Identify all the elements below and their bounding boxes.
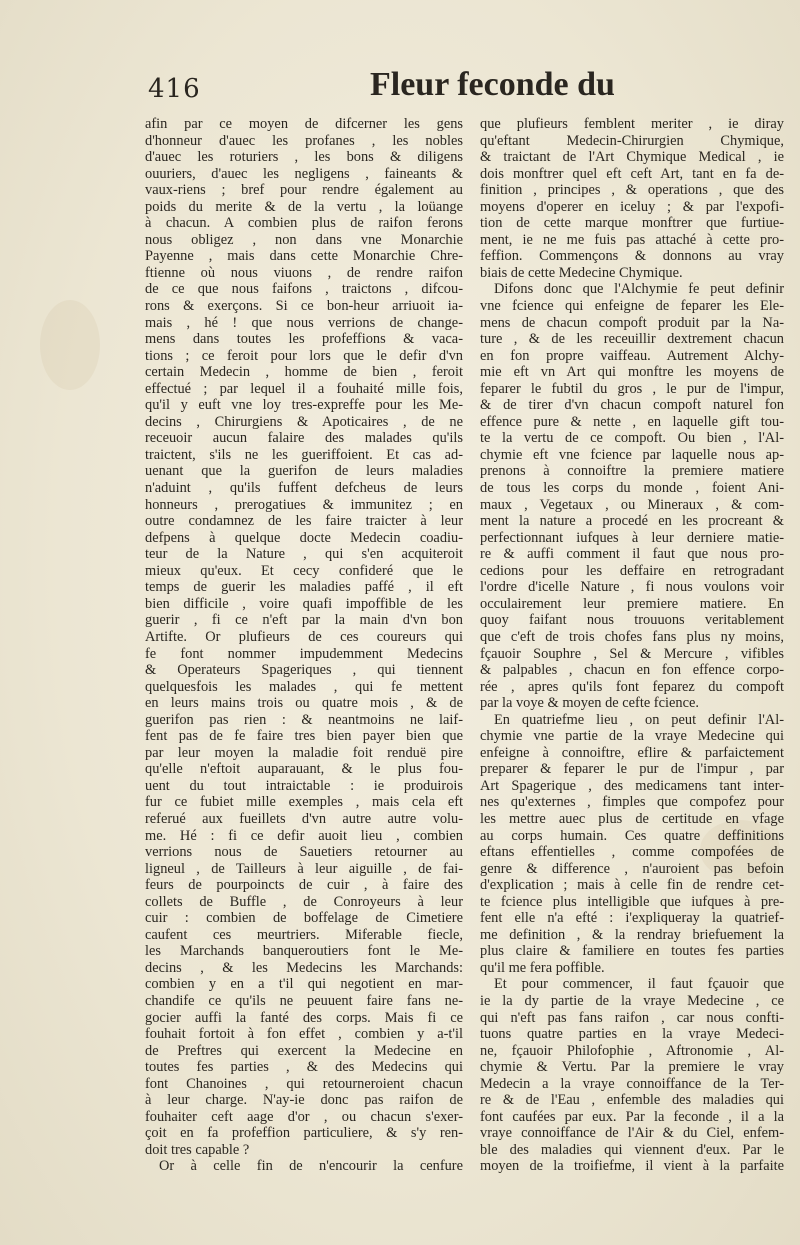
text-line: ligneul , de Tailleurs à leur aiguille , de fai- <box>145 860 463 877</box>
text-line: preparer & feparer le pur de l'impur , par <box>480 761 784 778</box>
text-line: nous obligez , non dans vne Monarchie <box>145 231 463 248</box>
text-line: te fcience plus intelligible que iufques à pre- <box>480 893 784 910</box>
text-line: Or à celle fin de n'encourir la cenfure <box>159 1158 463 1175</box>
text-line: Et pour commencer, il faut fçauoir que <box>494 976 784 993</box>
text-line: ment la nature a procedé en les procreant & <box>480 513 784 530</box>
text-line: & Operateurs Spageriques , qui tiennent <box>145 662 463 679</box>
text-line: que plufieurs femblent meriter , ie diray <box>480 116 784 132</box>
text-line: moyens d'operer en iceluy ; & par l'expofi- <box>480 198 784 215</box>
text-line: quelquesfois les malades , qui fe mettent <box>145 678 463 695</box>
text-line: & palpables , chacun en fon effence corpo- <box>480 662 784 679</box>
text-line: les mettre auec plus de certitude en vfage <box>480 810 784 827</box>
text-line: En quatriefme lieu , on peut definir l'Al- <box>494 711 784 728</box>
text-line: combien y en a t'il qui negotient en mar- <box>145 976 463 993</box>
text-line: decins , Chirurgiens & Apoticaires , de ne <box>145 413 463 430</box>
text-line: & traictant de l'Art Chymique Medical , ie <box>480 149 784 166</box>
text-line: feffion. Commençons & donnons au vray <box>480 248 784 265</box>
text-line: me definition , & la rendray briefuement la <box>480 926 784 943</box>
running-title: Fleur feconde du <box>370 66 615 103</box>
text-line: fent elle n'a efté : i'expliqueray la quatrief- <box>480 910 784 927</box>
text-line: quoy faifant nous trouuons veritablement <box>480 612 784 629</box>
text-line: qu'il me fera poffible. <box>480 959 605 976</box>
text-line: toutes fes parties , & des Medecins qui <box>145 1059 463 1076</box>
text-line: guerir , fi ce n'eft par la main d'vn bon <box>145 612 463 629</box>
text-line: d'honneur d'auec les profanes , les nobles <box>145 132 463 149</box>
text-line: font Chanoines , qui retourneroient chacun <box>145 1075 463 1092</box>
text-line: mie eft vn Art qui monftre les moyens de <box>480 364 784 381</box>
text-line: chymie vne partie de la vraye Medecine qui <box>480 728 784 745</box>
text-line: tions ; ce feroit pour lors que le defir d'vn <box>145 347 463 364</box>
text-line: d'auec les roturiers , les bons & diligens <box>145 149 463 166</box>
text-line: fent pas de fe faire tres bien payer bien que <box>145 728 463 745</box>
text-line: qu'il y euft vne loy tres-expreffe pour les Me- <box>145 397 463 414</box>
text-line: de ce que nous faifons , traictons , difcou- <box>145 281 463 298</box>
text-line: Art Spagerique , des medicamens tant inter- <box>480 777 784 794</box>
text-line: de tous les corps du monde , foient Ani- <box>480 480 784 497</box>
text-line: decins , & les Medecins les Marchands: <box>145 959 463 976</box>
text-line: certain Medecin , homme de bien , feroit <box>145 364 463 381</box>
text-line: perfectionnant iufques à leur derniere matie- <box>480 529 784 546</box>
text-line: doit tres capable ? <box>145 1141 250 1158</box>
text-line: ftienne où nous viuons , de rendre raifon <box>145 264 463 281</box>
text-line: caufent ces meurtriers. Miferable fiecle, <box>145 926 463 943</box>
text-line: chandife ce qu'ils ne peuuent faire fans ne- <box>145 992 463 1009</box>
text-line: cedions pour les deffaire en retrogradant <box>480 562 784 579</box>
text-line: guerifon pas rien : & neantmoins ne laif- <box>145 711 463 728</box>
text-line: font caufées par eux. Par la feconde , il a la <box>480 1108 784 1125</box>
page-number: 416 <box>148 74 201 104</box>
text-line: mais , hé ! que nous verrions de change- <box>145 314 463 331</box>
text-line: fouhait fortoit à fon effet , combien y a-t'il <box>145 1026 463 1043</box>
text-line: qu'eftant Medecin-Chirurgien Chymique, <box>480 132 784 149</box>
text-line: occulairement leur premiere matiere. En <box>480 595 784 612</box>
text-line: par la voye & moyen de cefte fcience. <box>480 695 699 712</box>
text-line: teur de la Nature , qui s'en acquiteroit <box>145 546 463 563</box>
text-line: en fon propre vaiffeau. Autrement Alchy- <box>480 347 784 364</box>
text-line: rons & exerçons. Si ce bon-heur arriuoit ia- <box>145 298 463 315</box>
text-line: & de tirer d'vn chacun compoft naturel fon <box>480 397 784 414</box>
text-line: afin par ce moyen de difcerner les gens <box>145 116 463 132</box>
text-line: mieux qu'eux. Et cecy confideré que le <box>145 562 463 579</box>
text-line: ment, ie ne me fuis pas attaché à cette pro- <box>480 231 784 248</box>
text-line: qui n'eft pas fans raifon , car nous confti- <box>480 1009 784 1026</box>
text-line: effence pure & nette , en laquelle gift tou- <box>480 413 784 430</box>
text-line: prenons à connoiftre la premiere matiere <box>480 463 784 480</box>
text-line: eftans effentielles , comme compofées de <box>480 844 784 861</box>
text-line: uent du tout intraictable : ie produirois <box>145 777 463 794</box>
text-line: Difons donc que l'Alchymie fe peut definir <box>494 281 784 298</box>
text-line: me. Hé : fi ce defir auoit lieu , combien <box>145 827 463 844</box>
text-line: çoit en fa profeffion particuliere, & s'y ren- <box>145 1125 463 1142</box>
text-line: au corps humain. Ces quatre deffinitions <box>480 827 784 844</box>
text-line: Medecin a la vraye connoiffance de la Ter- <box>480 1075 784 1092</box>
text-line: bien difficile , voire quafi impoffible de les <box>145 595 463 612</box>
text-line: l'ordre d'icelle Nature , fi nous voulons voir <box>480 579 784 596</box>
text-line: re & auffi comment il faut que nous pro- <box>480 546 784 563</box>
text-line: referué aux fueillets d'vn autre autre volu- <box>145 810 463 827</box>
paper-stain <box>40 300 100 390</box>
text-line: fçauoir Souphre , Sel & Mercure , vifibles <box>480 645 784 662</box>
text-line: feurs de pourpoincts de cuir , à faire des <box>145 877 463 894</box>
text-line: vne fcience qui enfeigne de feparer les Ele- <box>480 298 784 315</box>
text-column-left <box>145 116 463 1175</box>
text-line: re & de l'Eau , enfemble des maladies qui <box>480 1092 784 1109</box>
text-line: ne, fçauoir Philofophie , Aftronomie , Al- <box>480 1042 784 1059</box>
text-line: gocier auffi la fanté des corps. Mais fi ce <box>145 1009 463 1026</box>
text-column-right <box>480 116 784 1175</box>
text-line: fouhaiter ceft aage d'or , ou chacun s'exer- <box>145 1108 463 1125</box>
text-line: n'aduint , qu'ils fuffent defcheus de leurs <box>145 480 463 497</box>
text-line: uenant que la guerifon de leurs maladies <box>145 463 463 480</box>
text-line: mens de chacun compoft produit par la Na- <box>480 314 784 331</box>
text-line: fe font nommer impudemment Medecins <box>145 645 463 662</box>
text-line: traictent, s'ils ne les gueriffoient. Et cas ad- <box>145 446 463 463</box>
text-line: effectué ; par lequel il a fouhaité mille fois, <box>145 380 463 397</box>
text-line: honneurs , prerogatiues & immunitez ; en <box>145 496 463 513</box>
text-line: tuons quatre parties en la vraye Medeci- <box>480 1026 784 1043</box>
text-line: defpens à quelque docte Medecin coadiu- <box>145 529 463 546</box>
text-line: qu'elle n'eftoit auparauant, & le plus fou- <box>145 761 463 778</box>
text-line: ouuriers, d'auec les negligens , faineants & <box>145 165 463 182</box>
text-line: à chacun. A combien plus de raifon ferons <box>145 215 463 232</box>
text-line: genre & difference , n'auroient pas befoin <box>480 860 784 877</box>
text-line: poids du merite & de la vertu , la loüange <box>145 198 463 215</box>
text-line: Artifte. Or plufieurs de ces coureurs qui <box>145 628 463 645</box>
text-line: vaux-riens ; bref pour rendre également au <box>145 182 463 199</box>
text-line: verrions nous de Sauetiers retourner au <box>145 844 463 861</box>
text-line: tion de cette marque monftrer que furtiue- <box>480 215 784 232</box>
text-line: chymie eft vne fcience par laquelle nous ap- <box>480 446 784 463</box>
text-line: vraye connoiffance de l'Air & du Ciel, enfem- <box>480 1125 784 1142</box>
text-line: les Marchands banqueroutiers font le Me- <box>145 943 463 960</box>
text-line: te la vertu de ce compoft. Ou bien , l'Al- <box>480 430 784 447</box>
text-line: moyen de la troifiefme, il vient à la parfaite <box>480 1158 784 1175</box>
text-line: d'explication ; mais à celle fin de rendre cet- <box>480 877 784 894</box>
text-line: nes qu'externes , fimples que compofez pour <box>480 794 784 811</box>
text-line: cuir : combien de boffelage de Cimetiere <box>145 910 463 927</box>
text-line: à leur charge. N'ay-ie donc pas raifon de <box>145 1092 463 1109</box>
text-line: feparer le fubtil du gros , le pur de l'impur, <box>480 380 784 397</box>
text-line: mens dans toutes les profeffions & vaca- <box>145 331 463 348</box>
text-line: finition , principes , & operations , que des <box>480 182 784 199</box>
text-line: biais de cette Medecine Chymique. <box>480 264 683 281</box>
text-line: rée , apres qu'ils font feparez du compoft <box>480 678 784 695</box>
text-line: en leurs mains trois ou quatre mois , & de <box>145 695 463 712</box>
text-line: de Preftres qui exercent la Medecine en <box>145 1042 463 1059</box>
text-line: dois monftrer quel eft ceft Art, tant en fa de- <box>480 165 784 182</box>
text-line: Payenne , mais dans cette Monarchie Chre- <box>145 248 463 265</box>
text-line: fur ce fubiet mille exemples , mais cela eft <box>145 794 463 811</box>
text-line: plus claire & familiere en toutes fes parties <box>480 943 784 960</box>
text-line: que c'eft de trois chofes fans plus ny moins, <box>480 628 784 645</box>
text-line: ture , & de les receuillir dextrement chacun <box>480 331 784 348</box>
text-line: temps de guerir les maladies paffé , il eft <box>145 579 463 596</box>
text-line: receuoir aucun falaire des malades qu'ils <box>145 430 463 447</box>
text-line: chymie & Vertu. Par la premiere le vray <box>480 1059 784 1076</box>
text-line: ble des maladies qui viennent d'eux. Par le <box>480 1141 784 1158</box>
text-line: outre condamnez de les faire traicter à leur <box>145 513 463 530</box>
text-line: maux , Vegetaux , ou Mineraux , & com- <box>480 496 784 513</box>
text-line: collets de Buffle , de Conroyeurs à leur <box>145 893 463 910</box>
text-line: ie la dy partie de la vraye Medecine , ce <box>480 992 784 1009</box>
text-line: enfeigne à connoiftre, eflire & parfaictement <box>480 744 784 761</box>
text-line: par leur moyen la maladie foit renduë pire <box>145 744 463 761</box>
